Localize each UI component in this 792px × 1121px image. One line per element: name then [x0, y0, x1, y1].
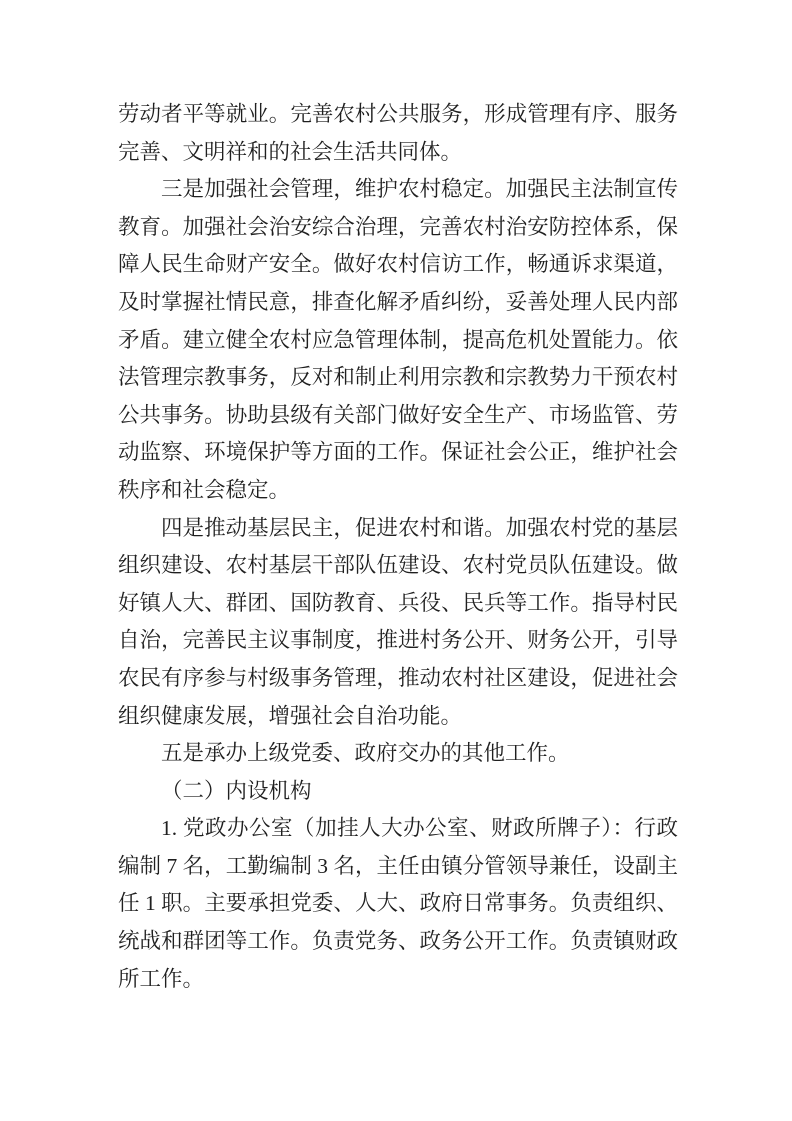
text-line: 劳动者平等就业。完善农村公共服务，形成管理有序、服务: [118, 102, 678, 126]
text-line: 法管理宗教事务，反对和制止利用宗教和宗教势力干预农村: [118, 365, 678, 390]
text-line: 好镇人大、群团、国防教育、兵役、民兵等工作。指导村民: [118, 590, 678, 615]
text-line: 自治，完善民主议事制度，推进村务公开、财务公开，引导: [118, 628, 678, 653]
text-line: 动监察、环境保护等方面的工作。保证社会公正，维护社会: [118, 440, 678, 465]
text-line: （二）内设机构: [161, 778, 312, 803]
text-line: 公共事务。协助县级有关部门做好安全生产、市场监管、劳: [118, 402, 678, 427]
text-line: 农民有序参与村级事务管理，推动农村社区建设，促进社会: [118, 665, 678, 690]
text-line: 编制 7 名，工勤编制 3 名，主任由镇分管领导兼任，设副主: [118, 853, 678, 878]
text-line: 任 1 职。主要承担党委、人大、政府日常事务。负责组织、: [118, 891, 678, 916]
document-body: [118, 96, 678, 998]
text-line: 教育。加强社会治安综合治理，完善农村治安防控体系，保: [118, 214, 678, 239]
text-line: 统战和群团等工作。负责党务、政务公开工作。负责镇财政: [118, 929, 678, 954]
text-line: 矛盾。建立健全农村应急管理体制，提高危机处置能力。依: [118, 327, 678, 352]
text-line: 四是推动基层民主，促进农村和谐。加强农村党的基层: [161, 515, 678, 540]
text-line: 障人民生命财产安全。做好农村信访工作，畅通诉求渠道，: [118, 252, 678, 277]
text-line: 组织建设、农村基层干部队伍建设、农村党员队伍建设。做: [118, 553, 678, 578]
text-line: 所工作。: [118, 966, 205, 991]
text-line: 组织健康发展，增强社会自治功能。: [118, 703, 463, 728]
text-line: 三是加强社会管理，维护农村稳定。加强民主法制宣传: [161, 177, 678, 202]
text-line: 及时掌握社情民意，排查化解矛盾纠纷，妥善处理人民内部: [118, 289, 678, 314]
text-line: 秩序和社会稳定。: [118, 477, 291, 502]
text-line: 完善、文明祥和的社会生活共同体。: [118, 139, 463, 164]
text-line: 1. 党政办公室（加挂人大办公室、财政所牌子）：行政: [161, 816, 678, 841]
text-line: 五是承办上级党委、政府交办的其他工作。: [161, 741, 570, 766]
